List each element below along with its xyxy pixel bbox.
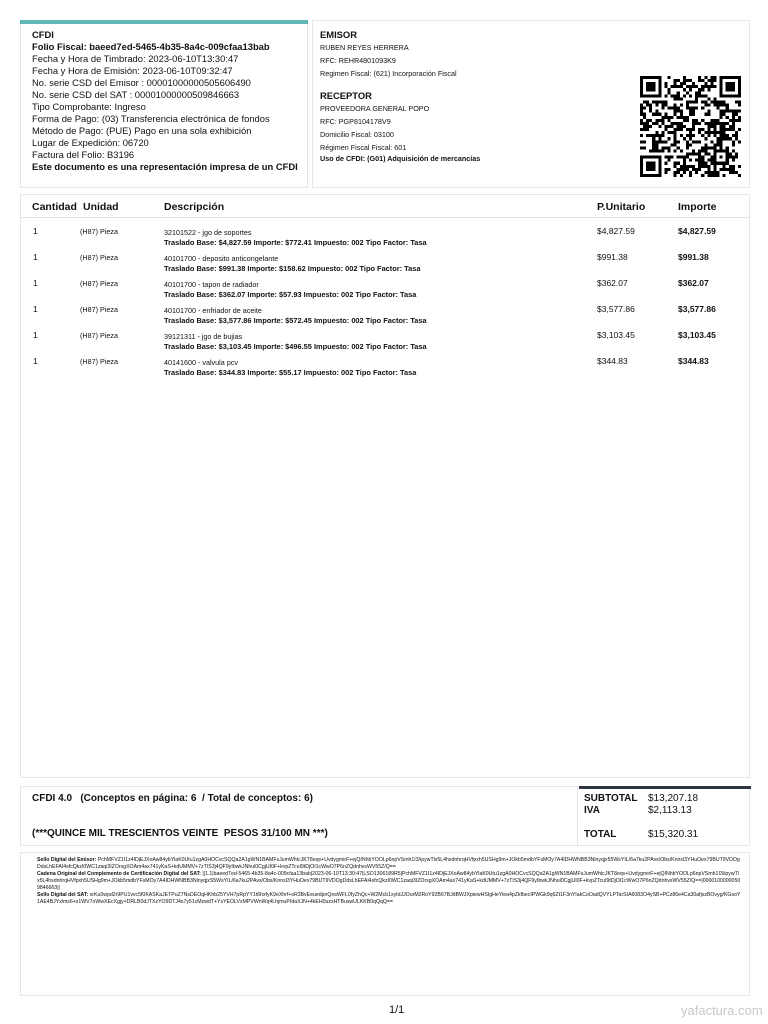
row-qty: 1 xyxy=(33,252,38,262)
sello-sat-value: xrKu0wpd2r9PU1vvc5f0KASKaJETPuZ7NsDEOqHKhb25YVH7pRpYY1t6hxfyK9eXhrf+sR3BvEeuedpnQnsWFL0fyZhQc+W2Mcb1xyIdJJOurM2RoY92B67BJdBWJXpiewHSIgHeYiea4pZkfbecIPWGk9q6Zt1F3nYIakCoOadQVYLPTarSIA6083O4ySB+PCz86e4Ca30afjxzBOvyg/KGsoY1AE4BJYxlms6+x1WV7oWwXEcXgjy+DRLB0dJTXzYO9DTJ4s7y51cMzwdT+YsYEOLVxMPVWnWq4LhjmuPIdaXJN+4kEH0uzxHTBuswULKKB0qQqQ== xyxy=(37,892,741,905)
header-importe: Importe xyxy=(678,201,717,213)
row-unit-price: $3,577.86 xyxy=(597,304,635,314)
panel-accent-bar xyxy=(20,20,308,24)
cadena-original xyxy=(37,871,741,892)
forma-pago: Forma de Pago: (03) Transferencia electrónica de fondos xyxy=(32,113,270,124)
row-traslado: Traslado Base: $3,103.45 Importe: $496.55 Impuesto: 002 Tipo Factor: Tasa xyxy=(164,342,427,351)
row-unit-price: $344.83 xyxy=(597,356,628,366)
subtotal-value: $13,207.18 xyxy=(648,793,699,804)
row-unit: (H87) Pieza xyxy=(80,357,118,366)
receptor-regimen: Régimen Fiscal Fiscal: 601 xyxy=(320,143,407,152)
table-row xyxy=(21,274,749,300)
row-unit: (H87) Pieza xyxy=(80,253,118,262)
sello-emisor xyxy=(37,857,741,871)
total-value: $15,320.31 xyxy=(648,829,699,840)
cfdi-info-panel xyxy=(20,20,308,188)
row-description: 39121311 - jgo de bujias xyxy=(164,332,243,341)
row-qty: 1 xyxy=(33,330,38,340)
total-label: TOTAL xyxy=(584,829,617,840)
row-unit-price: $4,827.59 xyxy=(597,226,635,236)
row-amount: $362.07 xyxy=(678,278,709,288)
representacion-note: Este documento es una representación impresa de un CFDI xyxy=(32,161,298,172)
iva-label: IVA xyxy=(584,805,600,816)
receptor-uso: Uso de CFDI: (G01) Adquisición de mercancías xyxy=(320,154,481,163)
row-traslado: Traslado Base: $362.07 Importe: $57.93 Impuesto: 002 Tipo Factor: Tasa xyxy=(164,290,417,299)
row-description: 40141600 - valvula pcv xyxy=(164,358,238,367)
row-traslado: Traslado Base: $4,827.59 Importe: $772.41 Impuesto: 002 Tipo Factor: Tasa xyxy=(164,238,427,247)
header-unidad: Unidad xyxy=(83,201,119,213)
receptor-name: PROVEEDORA GENERAL POPO xyxy=(320,104,430,113)
folio-fiscal: Folio Fiscal: baeed7ed-5465-4b35-8a4c-009cfaa13bab xyxy=(32,41,270,52)
row-description: 40101700 - deposito anticongelante xyxy=(164,254,279,263)
emisor-regimen: Regimen Fiscal: (621) Incorporación Fiscal xyxy=(320,69,457,78)
cadena-original-value: ||1.1|baeed7ed-5465-4b35-8a4c-009cfaa13bab|2023-06-10T13:30:47|LSO1306189R5|PchMFVZ1I1z4IDjEJXoAw84ybYlaK0Utu1zgA0HOCvcSQQa2A1gWN1BAMFsJumWhtcJKT8eqv+UvdygmirF+ejQINhbYOOLp6npVSmh1I3/ipywTlx5L4hsdnhrqHVfpxh5USHg9m+JOkb5mdbYFsMOy7A4IDHWNBB3NlnyqjxS5WsYIL/6a7ku2PAvs/Obs/Knnsl3YHuOex79BUT9VDOgDdsLhEFAI4sfcQkzI0WC1zaqi3IZOrsgXOAm4ax741yKaS+kdUMMV+7zTIS3j4QF9yIbwkJNhul0CgjUI0F+kvpZTcuI9tDjOI1cWwO7P6nZQdnhvsWV55Z/Q==|00001000000509846663|| xyxy=(37,871,741,891)
parties-panel xyxy=(312,20,750,188)
emisor-section xyxy=(320,29,741,80)
row-description: 32101522 - jgo de soportes xyxy=(164,228,252,237)
table-row xyxy=(21,248,749,274)
row-amount: $4,827.59 xyxy=(678,226,716,236)
sello-emisor-value: PchMFVZ1I1z4IDjEJXoAw84ybYlaK0Utu1zgA0HOCvcSQQa2A1gWN1BAMFsJumWhtcJKT8eqv+UvdygmirF+ejQINhbYOOLp6npVSmh1I3/ipywTlx5L4hsdnhrqHVfpxh5USHg9m+JOkb5mdbYFsMOy7A4IDHWNBB3Nlnyqjx55WsYIL/6a7ku2PAvs/Obs/Knnsl3YHuOex79BUT9VDOgDdsLhEFAI4sfcQkzI0WC1zaqi3IZOrsgXOAm4ax741yKaS+kdUMMV+7zTIS3j4QF9yIbwkJNhul0CgjUI0F+kvpZTcuI9tDjOI1cWwO7P6nZQdnhvsWV55Z/Q== xyxy=(37,857,740,870)
brand-watermark: yafactura.com xyxy=(681,1003,763,1018)
row-amount: $991.38 xyxy=(678,252,709,262)
sello-emisor-label: Sello Digital del Emisor: xyxy=(37,857,97,863)
row-unit-price: $3,103.45 xyxy=(597,330,635,340)
subtotal-label: SUBTOTAL xyxy=(584,793,638,804)
metodo-pago: Método de Pago: (PUE) Pago en una sola exhibición xyxy=(32,125,252,136)
header-descripcion: Descripción xyxy=(164,201,225,213)
receptor-title: RECEPTOR xyxy=(320,90,372,101)
emisor-title: EMISOR xyxy=(320,29,357,40)
fecha-timbrado: Fecha y Hora de Timbrado: 2023-06-10T13:30:47 xyxy=(32,53,239,64)
row-qty: 1 xyxy=(33,356,38,366)
row-qty: 1 xyxy=(33,278,38,288)
receptor-rfc: RFC: PGP8104178V9 xyxy=(320,117,391,126)
row-unit-price: $362.07 xyxy=(597,278,628,288)
table-row xyxy=(21,300,749,326)
row-unit: (H87) Pieza xyxy=(80,331,118,340)
cadena-original-label: Cadena Original del Complemento de Certificación Digital del SAT: xyxy=(37,871,201,877)
lugar-expedicion: Lugar de Expedición: 06720 xyxy=(32,137,149,148)
sello-sat-label: Sello Digital del SAT: xyxy=(37,892,89,898)
row-traslado: Traslado Base: $3,577.86 Importe: $572.45 Impuesto: 002 Tipo Factor: Tasa xyxy=(164,316,427,325)
sello-sat xyxy=(37,892,741,906)
table-row xyxy=(21,326,749,352)
amount-in-words: (***QUINCE MIL TRESCIENTOS VEINTE PESOS 31/100 MN ***) xyxy=(32,828,328,839)
row-unit: (H87) Pieza xyxy=(80,227,118,236)
row-amount: $3,103.45 xyxy=(678,330,716,340)
fecha-emision: Fecha y Hora de Emisión: 2023-06-10T09:32:47 xyxy=(32,65,233,76)
cfdi-summary: CFDI 4.0 (Conceptos en página: 6 / Total de conceptos: 6) xyxy=(32,793,313,804)
row-qty: 1 xyxy=(33,226,38,236)
table-row xyxy=(21,222,749,248)
iva-value: $2,113.13 xyxy=(648,805,692,816)
factura-folio: Factura del Folio: B3196 xyxy=(32,149,135,160)
row-description: 40101700 - tapon de radiador xyxy=(164,280,259,289)
emisor-rfc: RFC: REHR4801093K9 xyxy=(320,56,396,65)
row-unit-price: $991.38 xyxy=(597,252,628,262)
digital-seals-panel xyxy=(20,852,750,996)
row-amount: $3,577.86 xyxy=(678,304,716,314)
emisor-name: RUBEN REYES HERRERA xyxy=(320,43,409,52)
csd-emisor: No. serie CSD del Emisor : 00001000000505606490 xyxy=(32,77,251,88)
totals-accent-bar xyxy=(579,786,751,789)
cfdi-title: CFDI xyxy=(32,29,54,40)
qr-code xyxy=(640,76,741,177)
row-unit: (H87) Pieza xyxy=(80,279,118,288)
row-unit: (H87) Pieza xyxy=(80,305,118,314)
header-cantidad: Cantidad xyxy=(32,201,77,213)
receptor-domicilio: Domicilio Fiscal: 03100 xyxy=(320,130,394,139)
row-traslado: Traslado Base: $991.38 Importe: $158.62 Impuesto: 002 Tipo Factor: Tasa xyxy=(164,264,421,273)
header-precio-unitario: P.Unitario xyxy=(597,201,646,213)
tipo-comprobante: Tipo Comprobante: Ingreso xyxy=(32,101,146,112)
page-number: 1/1 xyxy=(389,1004,405,1016)
row-traslado: Traslado Base: $344.83 Importe: $55.17 Impuesto: 002 Tipo Factor: Tasa xyxy=(164,368,417,377)
header-divider xyxy=(21,217,749,218)
csd-sat: No. serie CSD del SAT : 00001000000509846663 xyxy=(32,89,240,100)
row-qty: 1 xyxy=(33,304,38,314)
totals-divider xyxy=(577,787,578,845)
row-amount: $344.83 xyxy=(678,356,709,366)
row-description: 40101700 - enfriador de aceite xyxy=(164,306,262,315)
items-table xyxy=(20,194,750,778)
table-row xyxy=(21,352,749,378)
totals-panel xyxy=(20,786,750,846)
